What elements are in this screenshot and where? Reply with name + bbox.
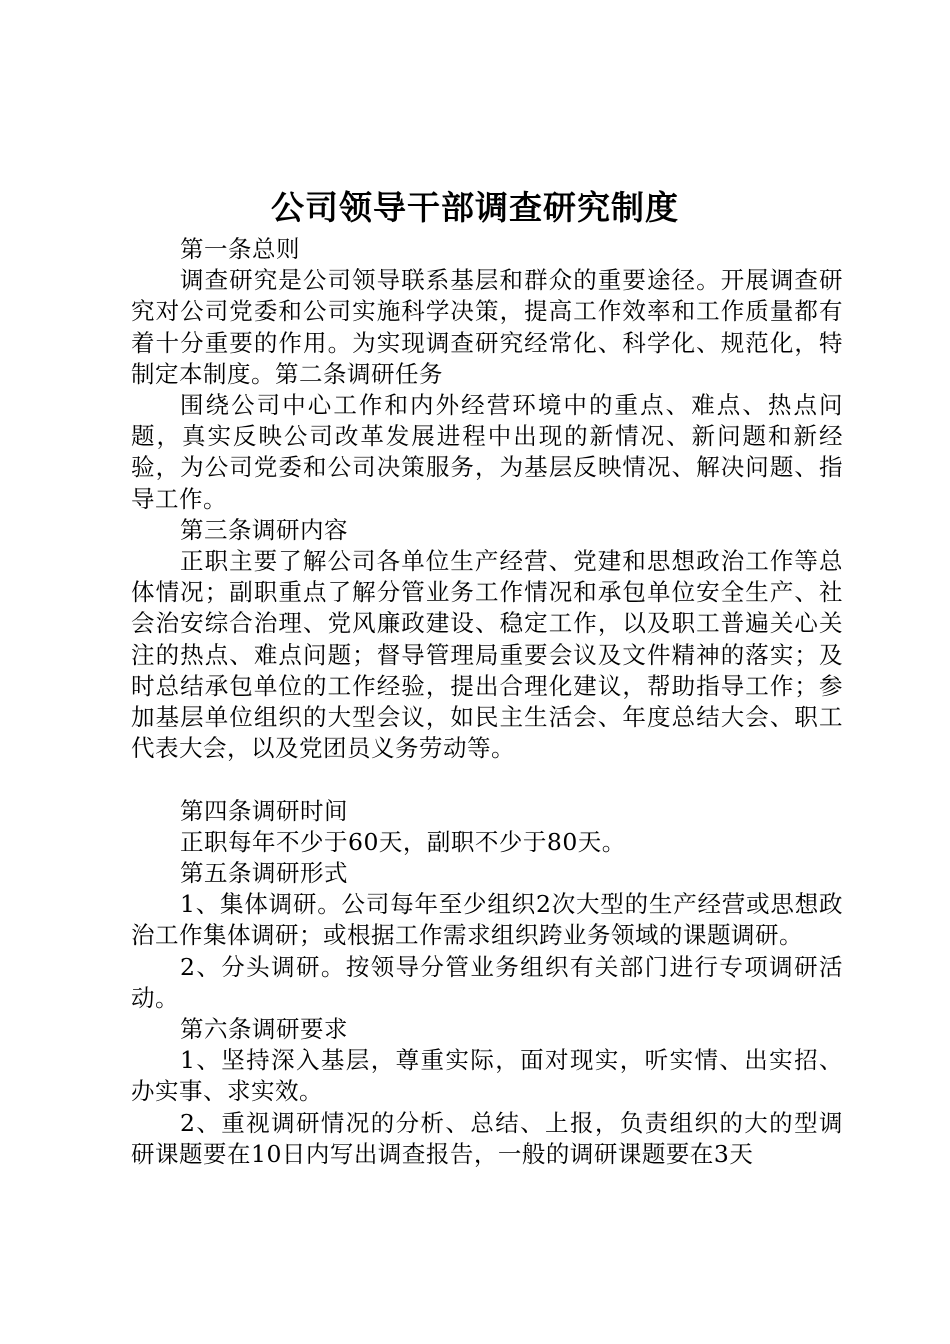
section-heading-content: 第三条调研内容: [180, 515, 348, 544]
section-heading-form: 第五条调研形式: [180, 859, 348, 888]
paragraph-general: 调查研究是公司领导联系基层和群众的重要途径。开展调查研究对公司党委和公司实施科学决策，提高工作效率和工作质量都有着十分重要的作用。为实现调查研究经常化、科学化、规范化，特制定本制度。第二条调研任务: [131, 266, 843, 388]
paragraph-time: 正职每年不少于60天，副职不少于80天。: [180, 827, 626, 856]
section-heading-general: 第一条总则: [180, 235, 300, 263]
document-title: 公司领导干部调查研究制度: [271, 188, 679, 227]
paragraph-form-separate: 2、分头调研。按领导分管业务组织有关部门进行专项调研活动。: [131, 952, 843, 1012]
section-heading-time: 第四条调研时间: [180, 796, 348, 825]
paragraph-requirement-1: 1、坚持深入基层，尊重实际，面对现实，听实情、出实招、办实事、求实效。: [131, 1046, 843, 1106]
document-body: [131, 234, 843, 1170]
section-heading-requirements: 第六条调研要求: [180, 1015, 348, 1044]
paragraph-tasks: 围绕公司中心工作和内外经营环境中的重点、难点、热点问题，真实反映公司改革发展进程中出现的新情况、新问题和新经验，为公司党委和公司决策服务，为基层反映情况、解决问题、指导工作。: [131, 391, 843, 513]
paragraph-form-collective: 1、集体调研。公司每年至少组织2次大型的生产经营或思想政治工作集体调研；或根据工作需求组织跨业务领域的课题调研。: [131, 890, 843, 950]
paragraph-requirement-2: 2、重视调研情况的分析、总结、上报，负责组织的大的型调研课题要在10日内写出调查报告，一般的调研课题要在3天: [131, 1108, 843, 1168]
paragraph-content: 正职主要了解公司各单位生产经营、党建和思想政治工作等总体情况；副职重点了解分管业务工作情况和承包单位安全生产、社会治安综合治理、党风廉政建设、稳定工作，以及职工普遍关心关注的热点、难点问题；督导管理局重要会议及文件精神的落实；及时总结承包单位的工作经验，提出合理化建议，帮助指导工作；参加基层单位组织的大型会议，如民主生活会、年度总结大会、职工代表大会，以及党团员义务劳动等。: [131, 547, 843, 763]
blank-line: [131, 764, 843, 795]
